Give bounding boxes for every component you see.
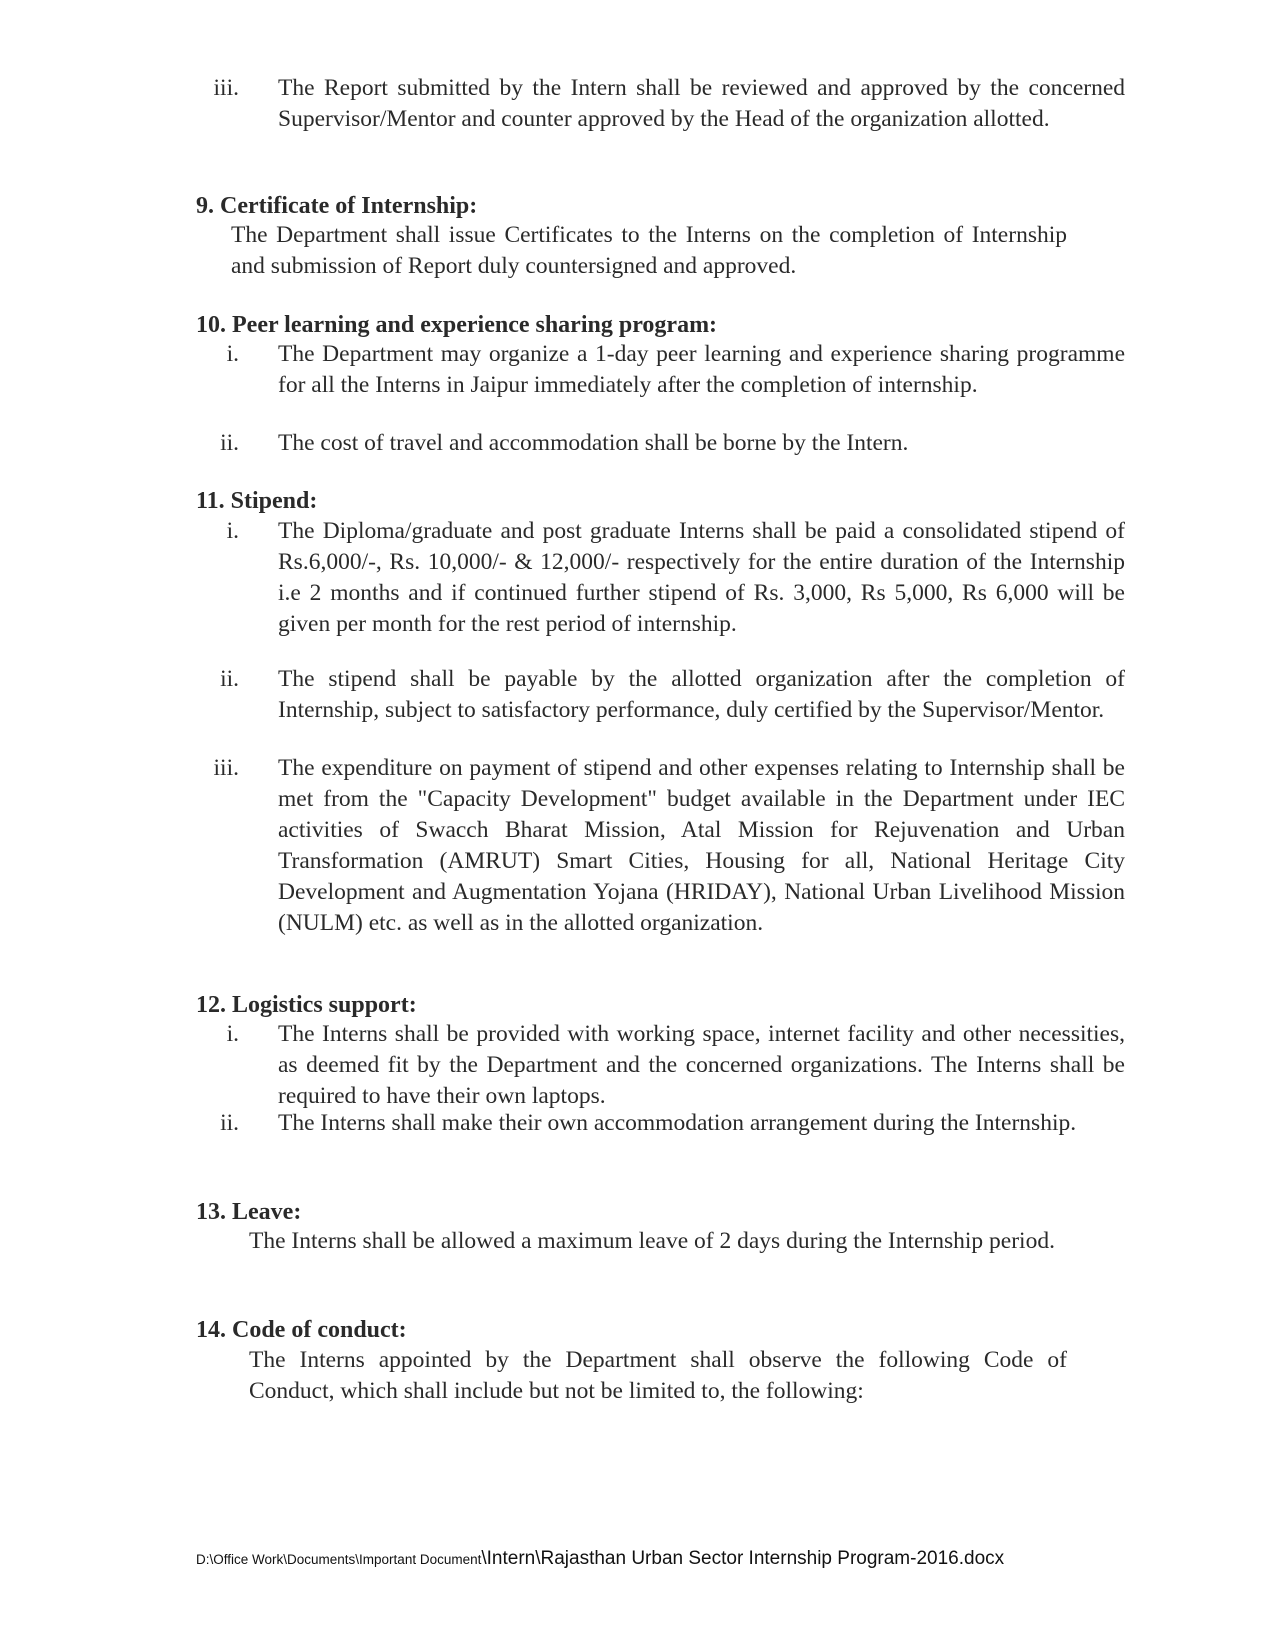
list-item-text: The Diploma/graduate and post graduate Interns shall be paid a consolidated stipend of Rs.6,000/-, Rs. 10,000/- & 12,000/- respectively for the entire duration of the Internship i.e 2 months and if continued further stipend of Rs. 3,000, Rs 5,000, Rs 6,000 will be given per month for the rest period of internship. <box>278 518 1125 637</box>
section-heading-11: 11. Stipend: <box>196 488 318 514</box>
list-item-text: The Department may organize a 1-day peer learning and experience sharing programme for all the Interns in Jaipur immediately after the completion of internship. <box>278 341 1125 398</box>
list-marker: ii. <box>220 1110 239 1136</box>
list-marker: iii. <box>213 755 239 781</box>
section-13-text: The Interns shall be allowed a maximum leave of 2 days during the Internship period. <box>249 1228 1055 1254</box>
list-item-text: The Report submitted by the Intern shall be reviewed and approved by the concerned Supervisor/Mentor and counter approved by the Head of the organization allotted. <box>278 75 1125 132</box>
section-heading-13: 13. Leave: <box>196 1199 302 1225</box>
list-marker: ii. <box>220 666 239 692</box>
section-heading-14: 14. Code of conduct: <box>196 1317 407 1343</box>
section-heading-10: 10. Peer learning and experience sharing program: <box>196 312 718 338</box>
list-marker: i. <box>226 1021 239 1047</box>
list-item-text: The Interns shall be provided with working space, internet facility and other necessities, as deemed fit by the Department and the concerned organizations. The Interns shall be required to have their own laptops. <box>278 1021 1125 1109</box>
list-marker: ii. <box>220 430 239 456</box>
footer-path-filename: \Intern\Rajasthan Urban Sector Internship Program-2016.docx <box>481 1548 1005 1569</box>
list-item-text: The stipend shall be payable by the allotted organization after the completion of Internship, subject to satisfactory performance, duly certified by the Supervisor/Mentor. <box>278 666 1125 723</box>
list-item-text: The cost of travel and accommodation shall be borne by the Intern. <box>278 430 909 456</box>
list-marker: i. <box>226 341 239 367</box>
section-heading-9: 9. Certificate of Internship: <box>196 193 478 219</box>
footer-path-prefix: D:\Office Work\Documents\Important Document <box>196 1552 482 1567</box>
list-marker: i. <box>226 518 239 544</box>
list-marker: iii. <box>213 75 239 101</box>
list-item-text: The Interns shall make their own accommodation arrangement during the Internship. <box>278 1110 1077 1136</box>
footer-file-path <box>196 1548 1004 1570</box>
section-heading-12: 12. Logistics support: <box>196 992 417 1018</box>
section-14-text: The Interns appointed by the Department shall observe the following Code of Conduct, which shall include but not be limited to, the following: <box>249 1347 1067 1404</box>
list-item-text: The expenditure on payment of stipend and other expenses relating to Internship shall be met from the "Capacity Development" budget available in the Department under IEC activities of Swacch Bharat Mission, Atal Mission for Rejuvenation and Urban Transformation (AMRUT) Smart Cities, Housing for all, National Heritage City Development and Augmentation Yojana (HRIDAY), National Urban Livelihood Mission (NULM) etc. as well as in the allotted organization. <box>278 755 1125 936</box>
section-9-text: The Department shall issue Certificates to the Interns on the completion of Internship and submission of Report duly countersigned and approved. <box>231 222 1067 279</box>
